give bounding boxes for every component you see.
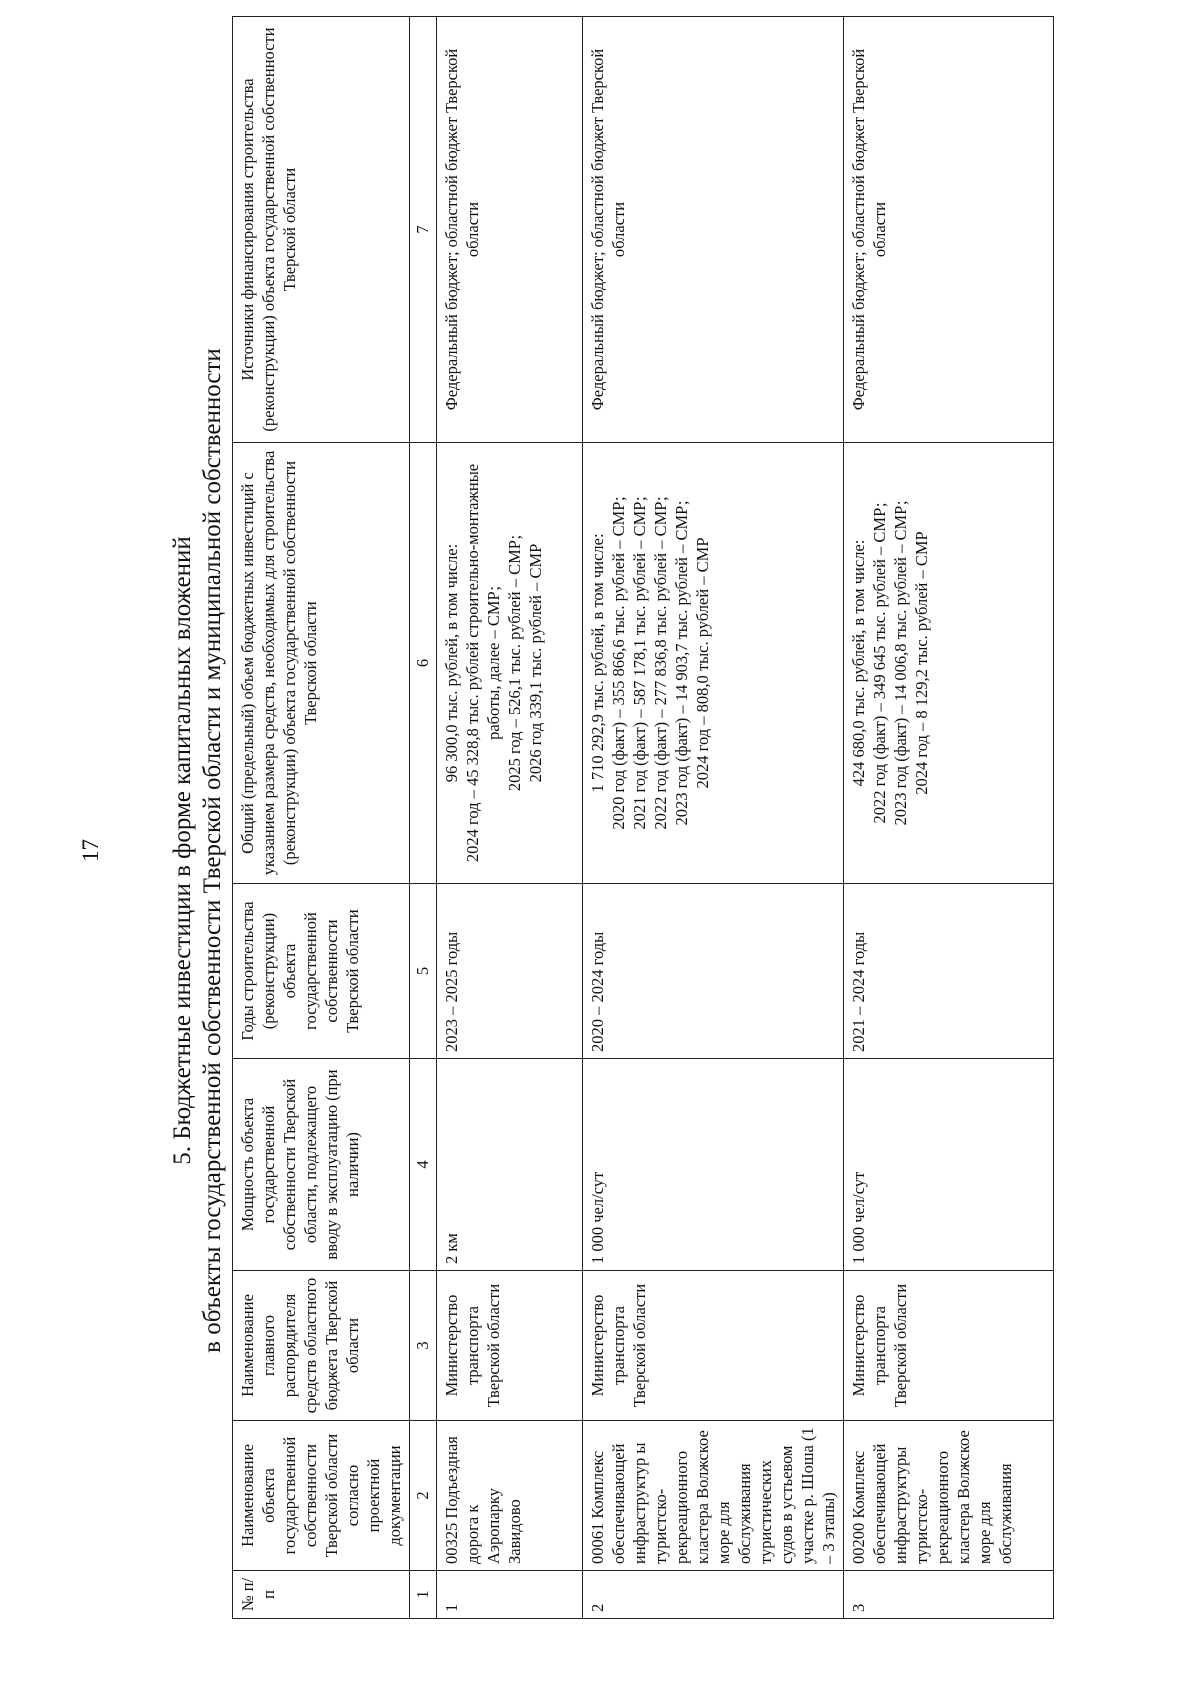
- header-investment-volume: Общий (предельный) объем бюджетных инвестиций с указанием размера средств, необходимых для строительства (реконструкции) объекта государственной собственности Тверской области: [233, 443, 410, 884]
- column-number: 1: [410, 1571, 437, 1619]
- page-number: 17: [78, 839, 103, 862]
- header-capacity: Мощность объекта государственной собственности Тверской области, подлежащего вводу в эксплуатацию (при наличии): [233, 1059, 410, 1271]
- row-capacity: 2 км: [437, 1059, 583, 1271]
- row-num: 2: [583, 1571, 844, 1619]
- row-construction-years: 2023 – 2025 годы: [437, 884, 583, 1059]
- row-num: 3: [844, 1571, 1054, 1619]
- column-number: 5: [410, 884, 437, 1059]
- column-number: 6: [410, 443, 437, 884]
- table-row: [437, 17, 583, 1619]
- header-budget-manager: Наименование главного распорядителя средств областного бюджета Тверской области: [233, 1271, 410, 1421]
- column-number-row: [410, 17, 437, 1619]
- row-investment-volume: 1 710 292,9 тыс. рублей, в том числе: 2020 год (факт) – 355 866,6 тыс. рублей – СМР; 2021 год (факт) – 587 178,1 тыс. рублей – СМР; 2022 год (факт) – 277 836,8 тыс. рублей – СМР; 2023 год (факт) – 14 903,7 тыс. рублей – СМР; 2024 год – 808,0 тыс. рублей – СМР: [583, 443, 844, 884]
- row-object-name: 00061 Комплекс обеспечивающей инфраструктур ы туристско-рекреационного кластера Волжское море для обслуживания туристических судов в устьевом участке р. Шоша (1 – 3 этапы): [583, 1421, 844, 1571]
- header-object-name: Наименование объекта государственной собственности Тверской области согласно проектной документации: [233, 1421, 410, 1571]
- row-funding-sources: Федеральный бюджет; областной бюджет Тверской области: [583, 17, 844, 443]
- header-construction-years: Годы строительства (реконструкции) объекта государственной собственности Тверской области: [233, 884, 410, 1059]
- document-subtitle: в объекты государственной собственности Тверской области и муниципальной собственности: [199, 348, 226, 1353]
- row-budget-manager: Министерство транспорта Тверской области: [583, 1271, 844, 1421]
- row-construction-years: 2020 – 2024 годы: [583, 884, 844, 1059]
- row-construction-years: 2021 – 2024 годы: [844, 884, 1054, 1059]
- row-capacity: 1 000 чел/сут: [583, 1059, 844, 1271]
- row-budget-manager: Министерство транспорта Тверской области: [844, 1271, 1054, 1421]
- column-number: 4: [410, 1059, 437, 1271]
- row-investment-volume: 424 680,0 тыс. рублей, в том числе: 2022 год (факт) – 349 645 тыс. рублей – СМР; 2023 год (факт) – 14 006,8 тыс. рублей – СМР; 2024 год – 8 129,2 тыс. рублей – СМР: [844, 443, 1054, 884]
- row-budget-manager: Министерство транспорта Тверской области: [437, 1271, 583, 1421]
- table-row: [583, 17, 844, 1619]
- header-num: № п/п: [233, 1571, 410, 1619]
- row-num: 1: [437, 1571, 583, 1619]
- column-number: 2: [410, 1421, 437, 1571]
- investments-table: [232, 16, 1054, 1619]
- header-funding-sources: Источники финансирования строительства (реконструкции) объекта государственной собственности Тверской области: [233, 17, 410, 443]
- row-capacity: 1 000 чел/сут: [844, 1059, 1054, 1271]
- header-row: [233, 17, 410, 1619]
- document-title: 5. Бюджетные инвестиции в форме капитальных вложений: [169, 536, 196, 1165]
- column-number: 3: [410, 1271, 437, 1421]
- row-object-name: 00325 Подъездная дорога к Аэропарку Завидово: [437, 1421, 583, 1571]
- row-object-name: 00200 Комплекс обеспечивающей инфраструктуры туристско-рекреационного кластера Волжское море для обслуживания: [844, 1421, 1054, 1571]
- column-number: 7: [410, 17, 437, 443]
- row-funding-sources: Федеральный бюджет; областной бюджет Тверской области: [844, 17, 1054, 443]
- table-row: [844, 17, 1054, 1619]
- row-funding-sources: Федеральный бюджет; областной бюджет Тверской области: [437, 17, 583, 443]
- row-investment-volume: 96 300,0 тыс. рублей, в том числе: 2024 год – 45 328,8 тыс. рублей строительно-монтажные работы, далее – СМР; 2025 год – 526,1 тыс. рублей – СМР; 2026 год 339,1 тыс. рублей – СМР: [437, 443, 583, 884]
